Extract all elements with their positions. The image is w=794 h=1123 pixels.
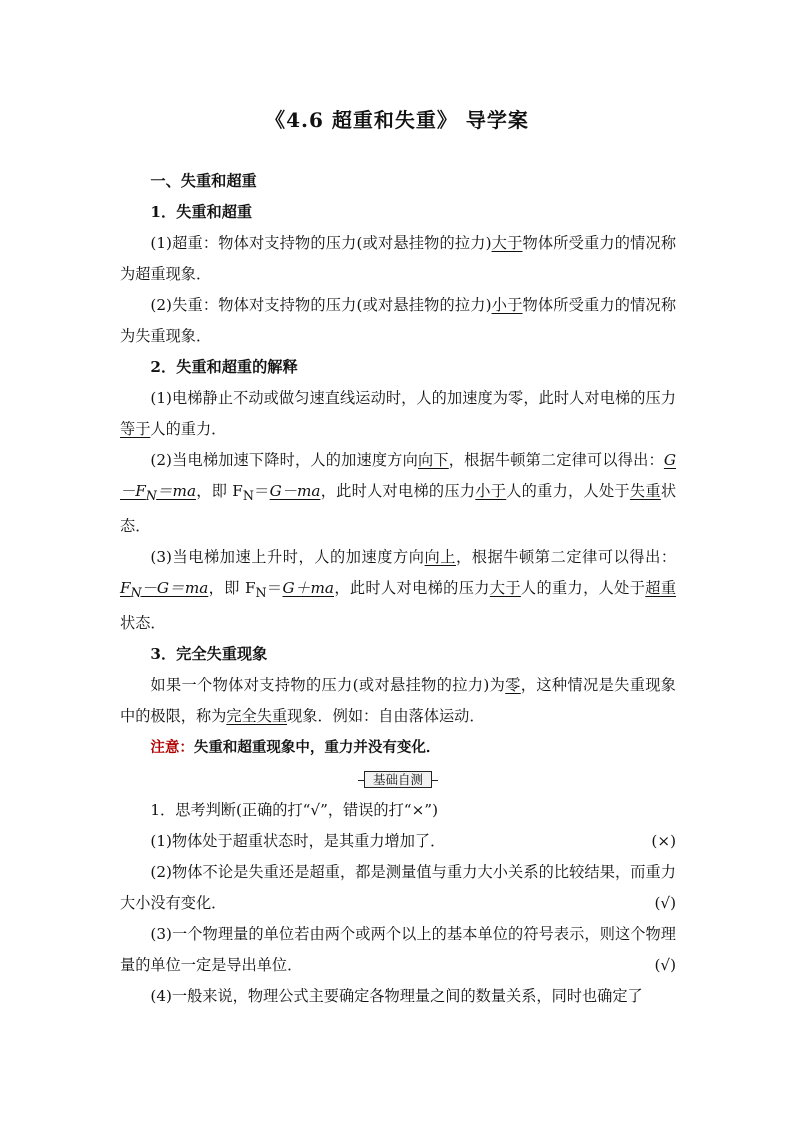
- paragraph-descending: (2)当电梯加速下降时，人的加速度方向向下，根据牛顿第二定律可以得出：$G-F_N=ma$，即 $F_N=G-ma$，此时人对电梯的压力小于人的重力，人处于失重状态．: [120, 451, 677, 536]
- blank-answer: 失重: [629, 482, 661, 500]
- answer-mark: (×): [651, 832, 676, 851]
- note-label: 注意：: [150, 740, 194, 757]
- judge-item: (3)一个物理量的单位若由两个或两个以上的基本单位的符号表示，则这个物理量的单位一定是导出单位． (√): [120, 919, 676, 981]
- note-text: 失重和超重现象中，重力并没有变化．: [193, 740, 441, 757]
- answer-mark: (√): [654, 894, 676, 913]
- paragraph-weightless: (2)失重：物体对支持物的压力(或对悬挂物的拉力)小于物体所受重力的情况称为失重现象．: [120, 296, 677, 345]
- blank-answer: 向下: [417, 451, 449, 469]
- subsection-heading: 2．失重和超重的解释: [150, 358, 298, 376]
- banner-label: 基础自测: [364, 771, 432, 788]
- section-banner: [120, 764, 676, 795]
- blank-answer: 大于: [491, 234, 523, 252]
- formula-answer: $F_N-G=ma$: [120, 579, 209, 601]
- note-line: [120, 732, 676, 764]
- paragraph-ascending: (3)当电梯加速上升时，人的加速度方向向上，根据牛顿第二定律可以得出：$F_N-G=ma$，即 $F_N=G+ma$，此时人对电梯的压力大于人的重力，人处于超重状态．: [120, 548, 677, 633]
- paragraph-complete-weightless: 如果一个物体对支持物的压力(或对悬挂物的拉力)为零，这种情况是失重现象中的极限，称为完全失重现象．例如：自由落体运动．: [120, 676, 676, 726]
- page-title: 《4.6 超重和失重》 导学案: [265, 108, 529, 132]
- blank-answer: 零: [505, 676, 521, 695]
- formula-answer: G－ma: [269, 482, 321, 500]
- blank-answer: 小于: [491, 296, 523, 314]
- answer-mark: (√): [654, 956, 676, 975]
- blank-answer: 大于: [489, 579, 521, 598]
- document-body: [120, 166, 676, 1012]
- judge-item: (1)物体处于超重状态时，是其重力增加了． (×): [120, 826, 676, 857]
- judge-item: (4)一般来说，物理公式主要确定各物理量之间的数量关系，同时也确定了: [150, 987, 643, 1006]
- judge-item: (2)物体不论是失重还是超重，都是测量值与重力大小关系的比较结果，而重力大小没有变化． (√): [120, 857, 676, 919]
- paragraph-overweight: (1)超重：物体对支持物的压力(或对悬挂物的拉力)大于物体所受重力的情况称为超重现象．: [120, 234, 677, 283]
- subsection-heading: 1．失重和超重: [150, 203, 253, 221]
- question-heading: 1．思考判断(正确的打“√”，错误的打“×”): [150, 801, 438, 820]
- paragraph-static: (1)电梯静止不动或做匀速直线运动时，人的加速度为零，此时人对电梯的压力等于人的重力．: [120, 389, 676, 438]
- blank-answer: 超重: [645, 579, 677, 598]
- blank-answer: 完全失重: [226, 707, 288, 726]
- subsection-heading: 3．完全失重现象: [150, 645, 268, 664]
- formula-answer: $G-F_N=ma$: [120, 451, 677, 504]
- blank-answer: 向上: [424, 548, 457, 567]
- formula-answer: G＋ma: [282, 579, 334, 598]
- blank-answer: 小于: [475, 482, 507, 500]
- section-heading: 一、失重和超重: [150, 172, 257, 190]
- blank-answer: 等于: [120, 420, 151, 438]
